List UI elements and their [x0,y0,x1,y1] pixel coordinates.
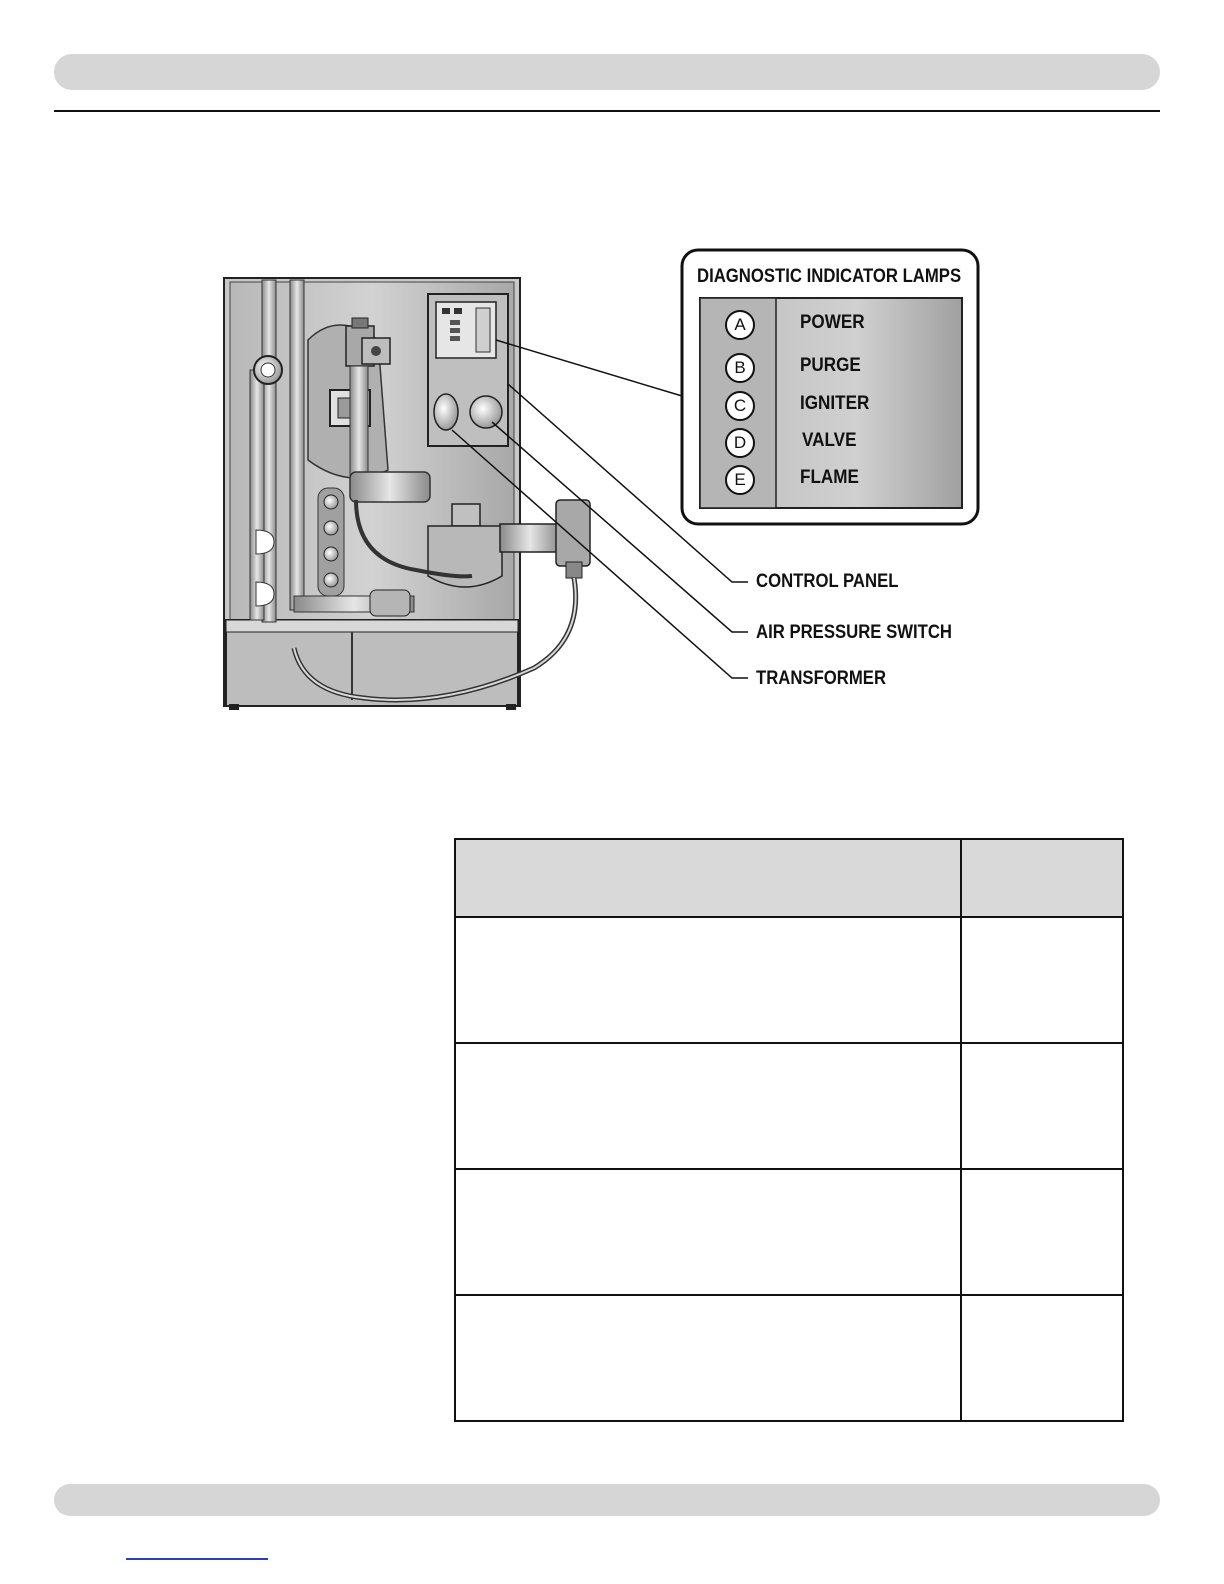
table-row [455,1295,1123,1421]
lamp-letter: B [725,353,755,383]
table-header-cell [961,839,1123,917]
table-row [455,917,1123,1043]
lamp-letter: C [725,391,755,421]
callout-transformer: TRANSFORMER [756,668,887,689]
table-header-row [455,839,1123,917]
boiler-illustration [0,0,1224,760]
table-row [455,1169,1123,1295]
data-table [454,838,1124,1422]
table-cell [455,1043,961,1169]
boiler-figure [0,0,1224,760]
table-cell [961,1169,1123,1295]
lamp-letter: D [725,428,755,458]
callout-air-pressure-switch: AIR PRESSURE SWITCH [756,622,953,643]
lamp-name: POWER [800,312,865,333]
table-row [455,1043,1123,1169]
table-cell [961,1295,1123,1421]
table-cell [455,1295,961,1421]
lamp-name: FLAME [800,467,859,488]
footer-bar [54,1484,1160,1516]
table-cell [455,1169,961,1295]
lamp-letter: E [725,465,755,495]
table-cell [961,917,1123,1043]
lamp-name: IGNITER [800,393,870,414]
diagnostic-panel-title: DIAGNOSTIC INDICATOR LAMPS [697,266,962,287]
table-cell [455,917,961,1043]
lamp-letter: A [725,310,755,340]
footer-link-underline[interactable] [126,1558,268,1560]
table-header-cell [455,839,961,917]
lamp-name: PURGE [800,355,861,376]
lamp-name: VALVE [802,430,857,451]
callout-control-panel: CONTROL PANEL [756,571,899,592]
table-cell [961,1043,1123,1169]
